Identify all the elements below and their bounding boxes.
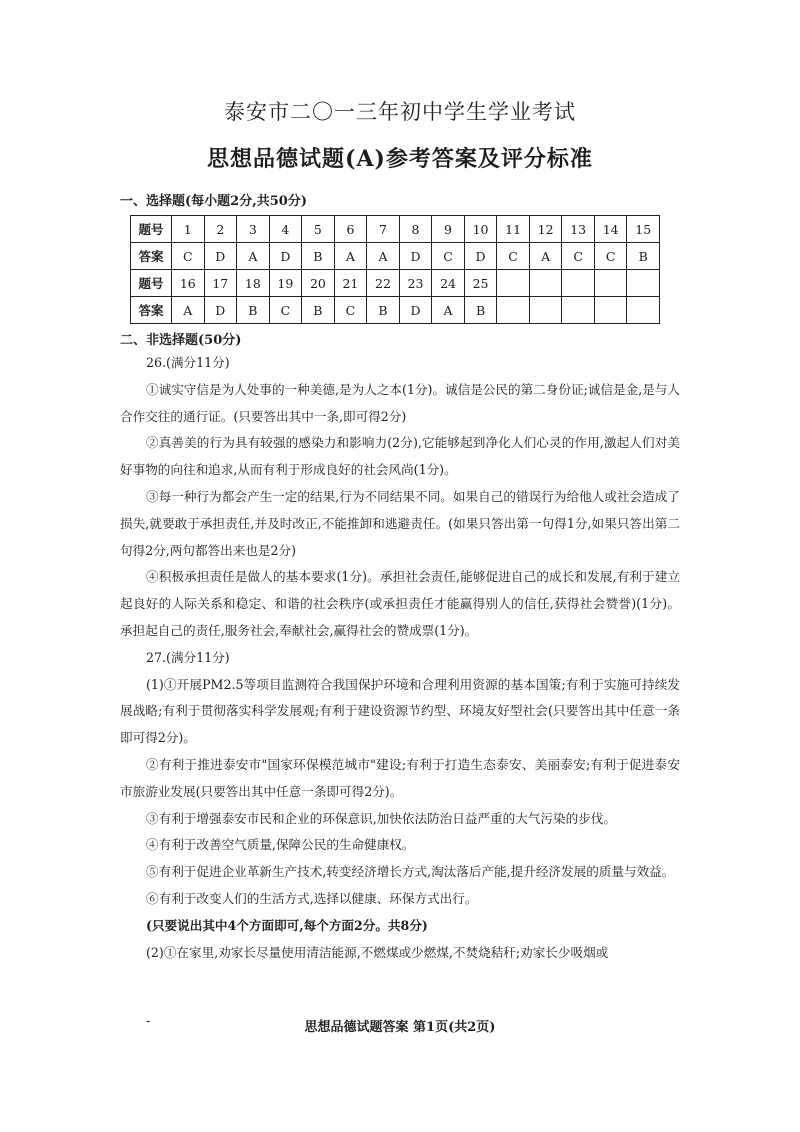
row-label: 答案 bbox=[131, 297, 172, 324]
table-cell bbox=[529, 270, 562, 297]
row-label: 题号 bbox=[131, 216, 172, 243]
table-cell bbox=[562, 297, 595, 324]
table-cell: 6 bbox=[334, 216, 367, 243]
table-cell: 9 bbox=[432, 216, 465, 243]
table-cell: 11 bbox=[497, 216, 530, 243]
table-cell: 23 bbox=[399, 270, 432, 297]
answer-paragraph: (1)①开展PM2.5等项目监测符合我国保护环境和合理利用资源的基本国策;有利于实施可持续发展战略;有利于贯彻落实科学发展观;有利于建设资源节约型、环境友好型社会(只要答出其中任意一条即可得2分)。 bbox=[120, 676, 680, 746]
table-cell bbox=[627, 297, 660, 324]
table-cell bbox=[529, 297, 562, 324]
table-row bbox=[131, 270, 660, 297]
table-cell: B bbox=[627, 243, 660, 270]
table-cell: 22 bbox=[367, 270, 400, 297]
table-cell: D bbox=[399, 243, 432, 270]
choice-answer-table bbox=[130, 215, 660, 324]
section-choice-heading: 一、选择题(每小题2分,共50分) bbox=[120, 194, 307, 209]
table-cell bbox=[594, 270, 627, 297]
row-label: 答案 bbox=[131, 243, 172, 270]
table-cell: D bbox=[269, 243, 302, 270]
table-cell: 7 bbox=[367, 216, 400, 243]
table-cell: C bbox=[432, 243, 465, 270]
table-cell: A bbox=[432, 297, 465, 324]
table-cell: D bbox=[464, 243, 497, 270]
answer-paragraph: ③有利于增强泰安市民和企业的环保意识,加快依法防治日益严重的大气污染的步伐。 bbox=[146, 810, 616, 826]
table-cell: 5 bbox=[302, 216, 335, 243]
answer-paragraph: (只要说出其中4个方面即可,每个方面2分。共8分) bbox=[146, 917, 428, 933]
table-cell: 15 bbox=[627, 216, 660, 243]
table-cell: A bbox=[237, 243, 270, 270]
table-cell: B bbox=[464, 297, 497, 324]
table-row bbox=[131, 216, 660, 243]
table-cell: 4 bbox=[269, 216, 302, 243]
table-cell bbox=[594, 297, 627, 324]
table-cell: C bbox=[269, 297, 302, 324]
answer-paragraph: (2)①在家里,劝家长尽量使用清洁能源,不燃煤或少燃煤,不焚烧秸秆;劝家长少吸烟或 bbox=[146, 944, 609, 960]
table-cell: 18 bbox=[237, 270, 270, 297]
answer-paragraph: ④积极承担责任是做人的基本要求(1分)。承担社会责任,能够促进自己的成长和发展,有利于建立起良好的人际关系和稳定、和谐的社会秩序(或承担责任才能赢得别人的信任,获得社会赞誉)(1分)。承担起自己的责任,服务社会,奉献社会,赢得社会的赞成票(1分)。 bbox=[120, 569, 680, 638]
footer-dash: - bbox=[146, 1014, 151, 1029]
table-cell: 1 bbox=[172, 216, 205, 243]
answer-paragraph: ⑥有利于改变人们的生活方式,选择以健康、环保方式出行。 bbox=[146, 890, 478, 906]
table-cell: 20 bbox=[302, 270, 335, 297]
table-cell: 10 bbox=[464, 216, 497, 243]
table-cell: D bbox=[399, 297, 432, 324]
section-nonchoice-heading: 二、非选择题(50分) bbox=[120, 333, 242, 348]
table-cell: 12 bbox=[529, 216, 562, 243]
table-cell: A bbox=[529, 243, 562, 270]
table-cell: C bbox=[334, 297, 367, 324]
answer-paragraph: 27.(满分11分) bbox=[146, 649, 230, 665]
table-cell: 16 bbox=[172, 270, 205, 297]
table-cell bbox=[627, 270, 660, 297]
table-cell bbox=[497, 297, 530, 324]
table-cell: 13 bbox=[562, 216, 595, 243]
table-cell: 8 bbox=[399, 216, 432, 243]
table-cell: C bbox=[594, 243, 627, 270]
table-cell: B bbox=[302, 297, 335, 324]
table-cell: A bbox=[172, 297, 205, 324]
table-cell: A bbox=[334, 243, 367, 270]
table-cell bbox=[562, 270, 595, 297]
table-cell bbox=[497, 270, 530, 297]
table-cell: C bbox=[562, 243, 595, 270]
table-cell: 2 bbox=[204, 216, 237, 243]
table-cell: B bbox=[237, 297, 270, 324]
table-cell: 17 bbox=[204, 270, 237, 297]
answer-paragraph: ③每一种行为都会产生一定的结果,行为不同结果不同。如果自己的错误行为给他人或社会造成了损失,就要敢于承担责任,并及时改正,不能推卸和逃避责任。(如果只答出第一句得1分,如果只答出第二句得2分,两句都答出来也是2分) bbox=[120, 488, 680, 558]
answer-body bbox=[120, 350, 680, 966]
table-row bbox=[131, 297, 660, 324]
table-cell: D bbox=[204, 297, 237, 324]
exam-title: 泰安市二〇一三年初中学生学业考试 bbox=[224, 100, 576, 124]
page-footer: 思想品德试题答案 第1页(共2页) bbox=[304, 1020, 496, 1035]
row-label: 题号 bbox=[131, 270, 172, 297]
answer-paragraph: ⑤有利于促进企业革新生产技术,转变经济增长方式,淘汰落后产能,提升经济发展的质量与效益。 bbox=[146, 864, 675, 880]
table-row bbox=[131, 243, 660, 270]
table-cell: C bbox=[497, 243, 530, 270]
answer-paragraph: ②有利于推进泰安市"国家环保模范城市"建设;有利于打造生态泰安、美丽泰安;有利于促进泰安市旅游业发展(只要答出其中任意一条即可得2分)。 bbox=[120, 756, 680, 799]
table-cell: 3 bbox=[237, 216, 270, 243]
table-cell: C bbox=[172, 243, 205, 270]
table-cell: B bbox=[367, 297, 400, 324]
table-cell: 24 bbox=[432, 270, 465, 297]
answer-paragraph: ④有利于改善空气质量,保障公民的生命健康权。 bbox=[146, 837, 415, 853]
table-cell: 21 bbox=[334, 270, 367, 297]
table-cell: 14 bbox=[594, 216, 627, 243]
table-cell: D bbox=[204, 243, 237, 270]
table-cell: B bbox=[302, 243, 335, 270]
answer-key-title: 思想品德试题(A)参考答案及评分标准 bbox=[207, 146, 593, 172]
answer-paragraph: 26.(满分11分) bbox=[146, 355, 230, 370]
answer-paragraph: ①诚实守信是为人处事的一种美德,是为人之本(1分)。诚信是公民的第二身份证;诚信是金,是与人合作交往的通行证。(只要答出其中一条,即可得2分) bbox=[120, 381, 680, 424]
table-cell: A bbox=[367, 243, 400, 270]
answer-paragraph: ②真善美的行为具有较强的感染力和影响力(2分),它能够起到净化人们心灵的作用,激起人们对美好事物的向往和追求,从而有利于形成良好的社会风尚(1分)。 bbox=[120, 435, 680, 478]
table-cell: 25 bbox=[464, 270, 497, 297]
table-cell: 19 bbox=[269, 270, 302, 297]
